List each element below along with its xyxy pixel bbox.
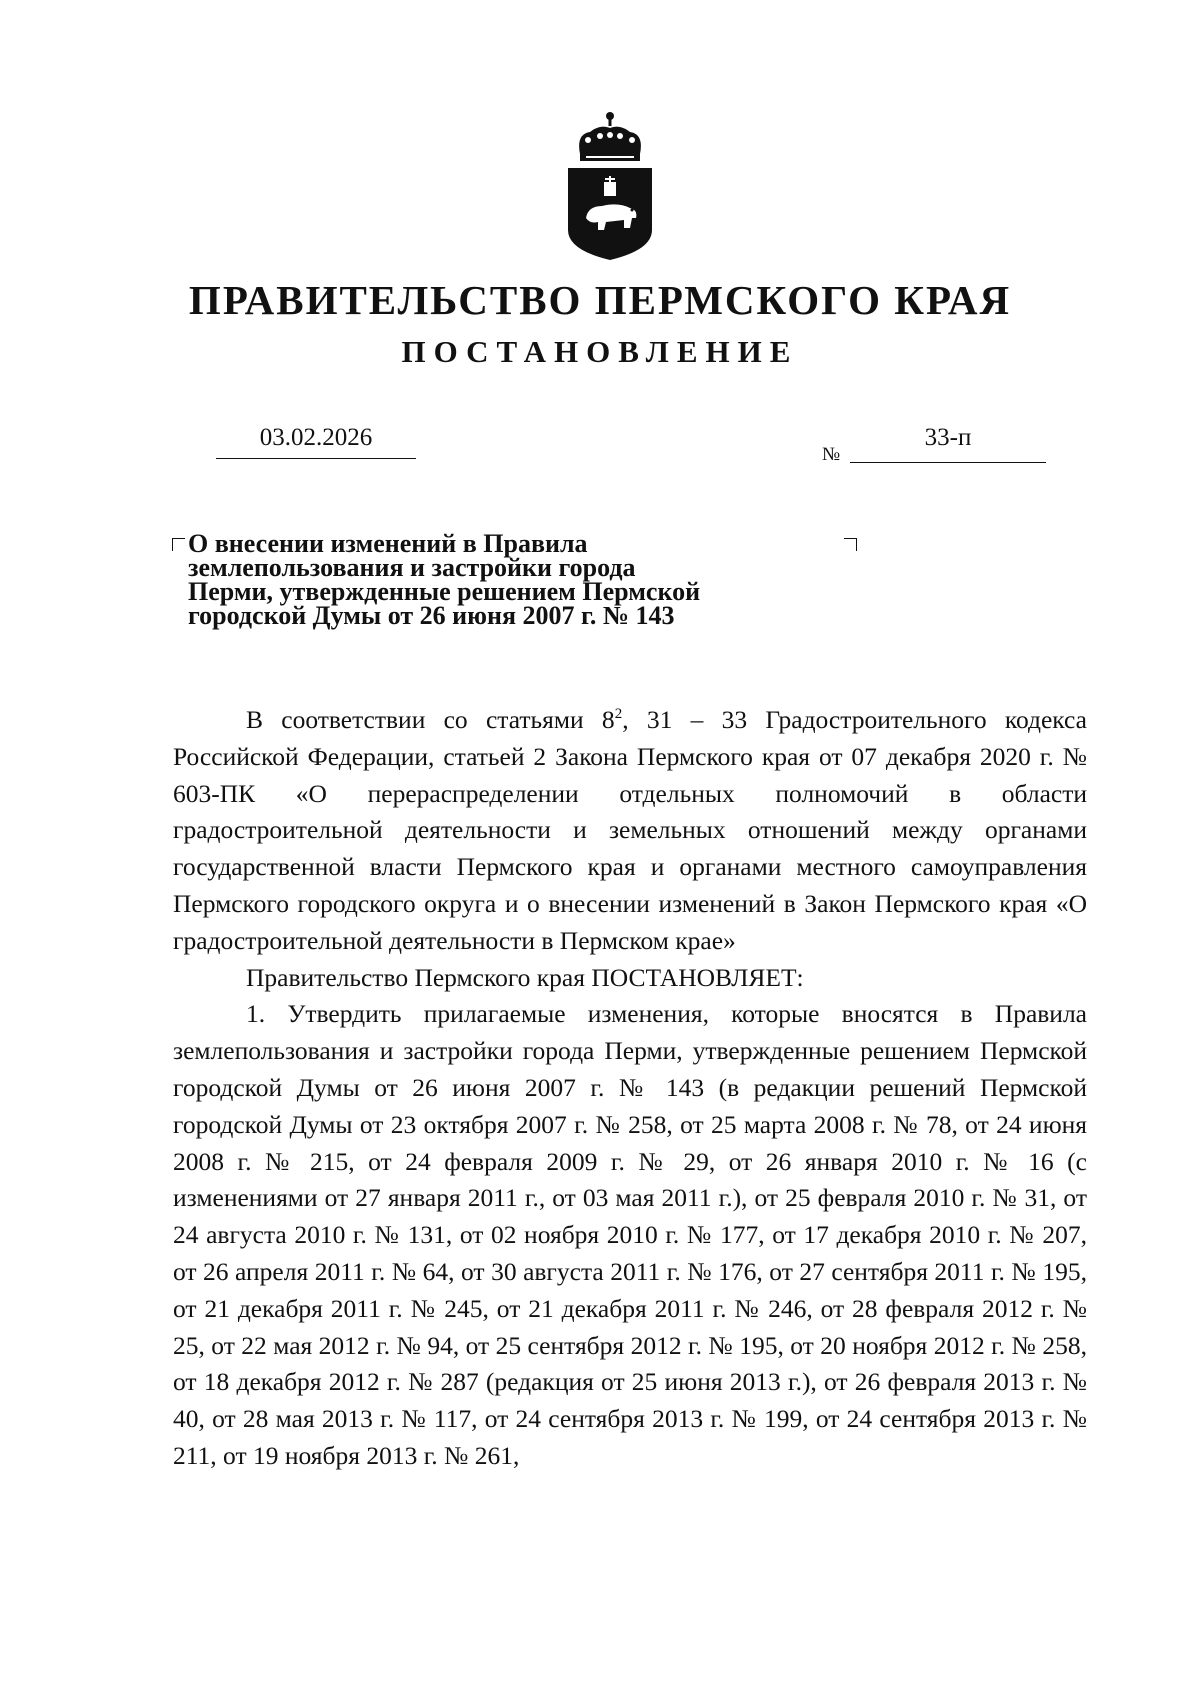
- doc-type-title: ПОСТАНОВЛЕНИЕ: [401, 334, 799, 369]
- subject-corner-left: [172, 538, 185, 551]
- subject-line: Перми, утвержденные решением Пермской: [188, 577, 701, 606]
- preamble-text-rest: , 31 – 33 Градостроительного кодекса Российской Федерации, статьей 2 Закона Пермского края от 07 декабря 2020 г. № 603-ПК «О перераспределении отдельных полномочий в области градостроительной деятельности и земельных отношений между органами государственной власти Пермского края и органами местного самоуправления Пермского городского округа и о внесении изменений в Закон Пермского края «О градостроительной деятельности в Пермском крае»: [173, 705, 1087, 955]
- subject-title: [188, 529, 788, 630]
- preamble-text-start: В соответствии со статьями 8: [246, 705, 615, 734]
- number-underline: [850, 462, 1046, 463]
- subject-corner-right: [844, 538, 857, 551]
- preamble-superscript: 2: [614, 706, 623, 722]
- coat-of-arms-icon: [566, 110, 654, 260]
- subject-line: землепользования и застройки города: [188, 553, 636, 582]
- date-underline: [216, 458, 416, 459]
- document-date: [216, 424, 416, 459]
- item-1-paragraph: 1. Утвердить прилагаемые изменения, которые вносятся в Правила землепользования и застройки города Перми, утвержденные решением Пермской городской Думы от 26 июня 2007 г. № 143 (в редакции решений Пермской городской Думы от 23 октября 2007 г. № 258, от 25 марта 2008 г. № 78, от 24 июня 2008 г. № 215, от 24 февраля 2009 г. № 29, от 26 января 2010 г. № 16 (с изменениями от 27 января 2011 г., от 03 мая 2011 г.), от 25 февраля 2010 г. № 31, от 24 августа 2010 г. № 131, от 02 ноября 2010 г. № 177, от 17 декабря 2010 г. № 207, от 26 апреля 2011 г. № 64, от 30 августа 2011 г. № 176, от 27 сентября 2011 г. № 195, от 21 декабря 2011 г. № 245, от 21 декабря 2011 г. № 246, от 28 февраля 2012 г. № 25, от 22 мая 2012 г. № 94, от 25 сентября 2012 г. № 195, от 20 ноября 2012 г. № 258, от 18 декабря 2012 г. № 287 (редакция от 25 июня 2013 г.), от 26 февраля 2013 г. № 40, от 28 мая 2013 г. № 117, от 24 сентября 2013 г. № 199, от 24 сентября 2013 г. № 211, от 19 ноября 2013 г. № 261,: [173, 999, 1087, 1470]
- number-sign: №: [822, 444, 841, 465]
- date-value: 03.02.2026: [259, 424, 373, 451]
- document-body: [173, 702, 1087, 1475]
- decree-line: Правительство Пермского края ПОСТАНОВЛЯЕТ:: [246, 962, 804, 992]
- org-title: ПРАВИТЕЛЬСТВО ПЕРМСКОГО КРАЯ: [188, 277, 1012, 323]
- subject-line: городской Думы от 26 июня 2007 г. № 143: [188, 601, 675, 630]
- number-value: 33-п: [924, 424, 972, 451]
- preamble-paragraph: [173, 702, 1087, 960]
- subject-line: О внесении изменений в Правила: [188, 529, 588, 558]
